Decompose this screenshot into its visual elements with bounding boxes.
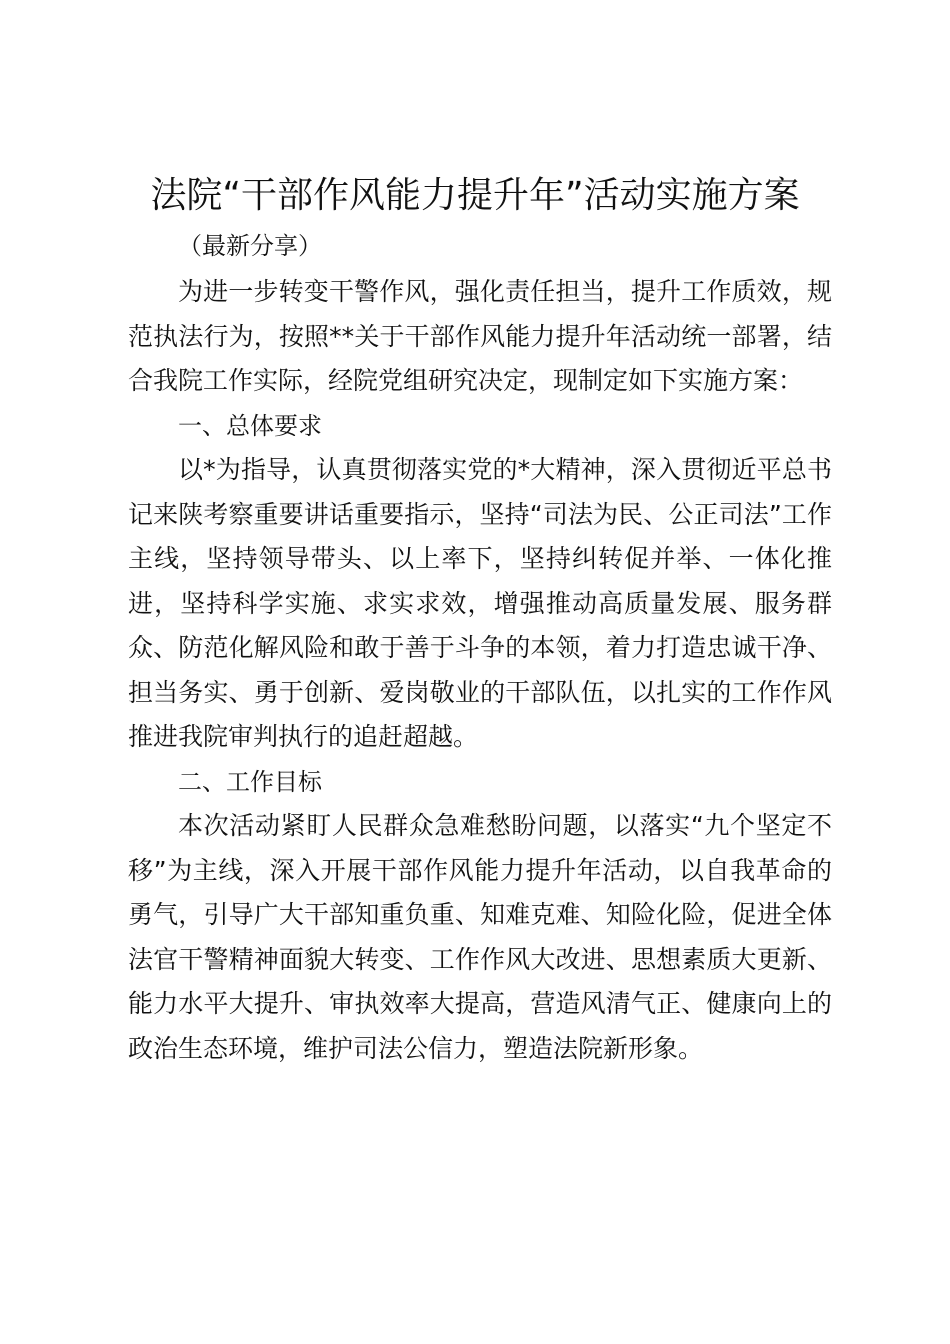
section-heading-overall-requirements: 一、总体要求 <box>178 411 322 440</box>
document-body <box>128 270 832 1071</box>
section-heading-work-goals: 二、工作目标 <box>178 767 322 796</box>
intro-paragraph: 为进一步转变干警作风，强化责任担当，提升工作质效，规范执法行为，按照**关于干部作风能力提升年活动统一部署，结合我院工作实际，经院党组研究决定，现制定如下实施方案： <box>128 277 832 395</box>
section-paragraph-work-goals: 本次活动紧盯人民群众急难愁盼问题，以落实“九个坚定不移”为主线，深入开展干部作风能力提升年活动，以自我革命的勇气，引导广大干部知重负重、知难克难、知险化险，促进全体法官干警精神面貌大转变、工作作风大改进、思想素质大更新、能力水平大提升、审执效率大提高，营造风清气正、健康向上的政治生态环境，维护司法公信力，塑造法院新形象。 <box>128 811 832 1063</box>
section-paragraph-overall-requirements: 以*为指导，认真贯彻落实党的*大精神，深入贯彻近平总书记来陕考察重要讲话重要指示，坚持“司法为民、公正司法”工作主线，坚持领导带头、以上率下，坚持纠转促并举、一体化推进，坚持科学实施、求实求效，增强推动高质量发展、服务群众、防范化解风险和敢于善于斗争的本领，着力打造忠诚干净、担当务实、勇于创新、爱岗敬业的干部队伍，以扎实的工作作风推进我院审判执行的追赶超越。 <box>128 455 832 751</box>
document-subtitle: （最新分享） <box>178 232 322 260</box>
document-title: 法院“干部作风能力提升年”活动实施方案 <box>150 175 800 216</box>
